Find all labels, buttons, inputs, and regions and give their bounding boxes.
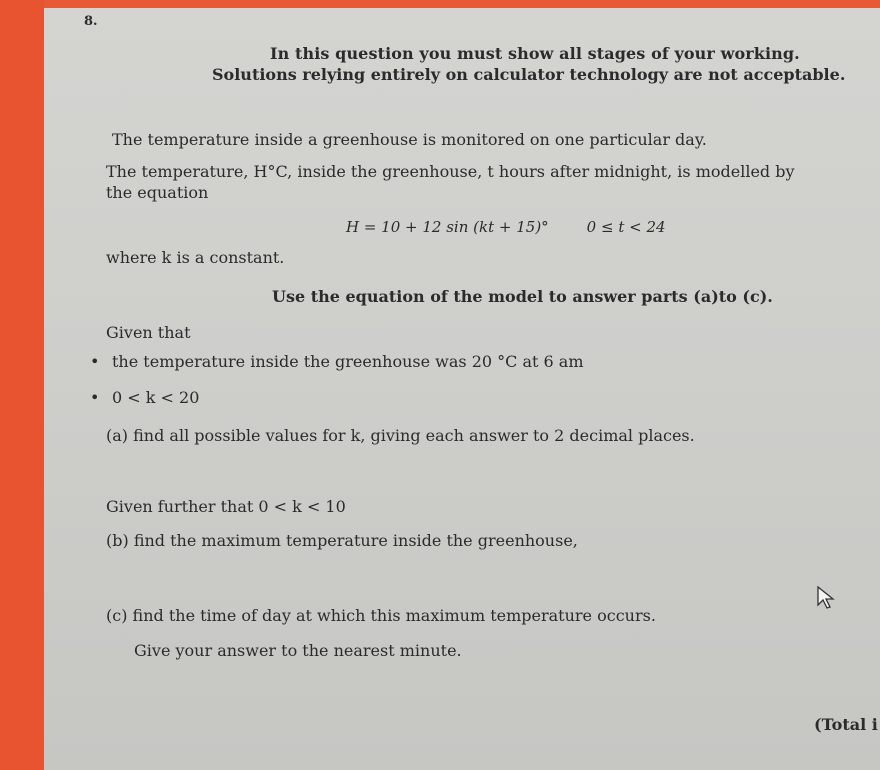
equation-domain: 0 ≤ t < 24 <box>586 218 666 236</box>
use-model-instruction: Use the equation of the model to answer parts (a)to (c). <box>272 287 773 306</box>
bullet-text: the temperature inside the greenhouse was 20 °C at 6 am <box>112 352 584 371</box>
part-b-question: (b) find the maximum temperature inside the greenhouse, <box>106 531 578 550</box>
given-further-condition: Given further that 0 < k < 10 <box>106 497 346 516</box>
constant-note: where k is a constant. <box>106 248 285 267</box>
orange-top-edge <box>44 0 880 8</box>
bullet-text: 0 < k < 20 <box>112 388 200 407</box>
bullet-dot: • <box>90 352 100 371</box>
model-equation: H = 10 + 12 sin (kt + 15)° <box>346 218 549 236</box>
part-a-question: (a) find all possible values for k, giving each answer to 2 decimal places. <box>106 426 695 445</box>
question-number: 8. <box>84 14 98 29</box>
given-bullet-k-range <box>90 388 199 407</box>
orange-background-edge <box>0 0 44 770</box>
instruction-line-2: Solutions relying entirely on calculator technology are not acceptable. <box>212 65 846 84</box>
given-that-label: Given that <box>106 323 191 342</box>
part-c-question: (c) find the time of day at which this maximum temperature occurs. <box>106 606 656 625</box>
model-text-line-1: The temperature, H°C, inside the greenhouse, t hours after midnight, is modelled by <box>106 162 795 181</box>
intro-text: The temperature inside a greenhouse is monitored on one particular day. <box>112 130 707 149</box>
mouse-pointer-icon <box>816 585 836 611</box>
bullet-dot: • <box>90 388 100 407</box>
instruction-line-1: In this question you must show all stages of your working. <box>270 44 800 63</box>
model-equation-row <box>346 218 666 236</box>
nearest-minute-instruction: Give your answer to the nearest minute. <box>134 641 462 660</box>
total-marks-label: (Total i <box>814 715 878 734</box>
model-text-line-2: the equation <box>106 183 209 202</box>
given-bullet-temperature <box>90 352 584 371</box>
